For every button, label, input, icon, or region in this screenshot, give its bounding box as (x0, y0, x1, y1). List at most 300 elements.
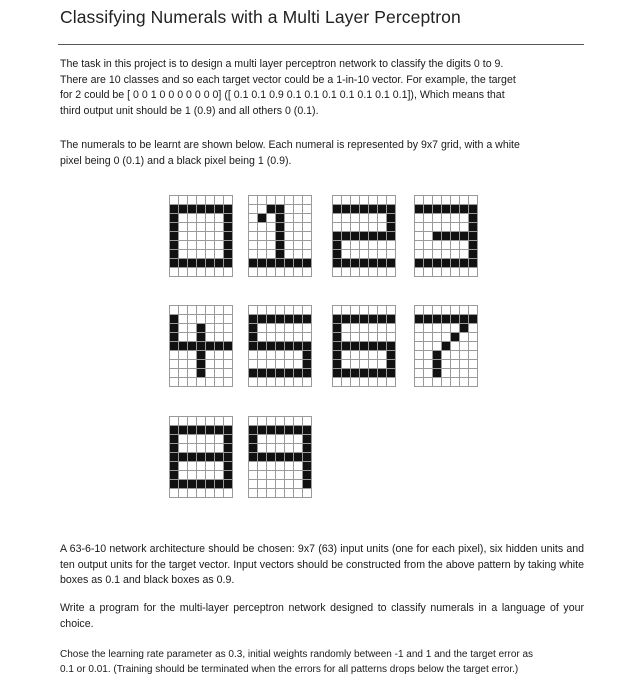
white-pixel (285, 241, 294, 250)
white-pixel (197, 378, 206, 387)
white-pixel (333, 214, 342, 223)
white-pixel (433, 333, 442, 342)
black-pixel (206, 453, 215, 462)
white-pixel (197, 417, 206, 426)
white-pixel (285, 214, 294, 223)
white-pixel (378, 324, 387, 333)
black-pixel (206, 259, 215, 268)
white-pixel (342, 360, 351, 369)
white-pixel (179, 333, 188, 342)
white-pixel (451, 250, 460, 259)
black-pixel (303, 435, 312, 444)
black-pixel (276, 342, 285, 351)
white-pixel (460, 214, 469, 223)
white-pixel (206, 369, 215, 378)
black-pixel (276, 214, 285, 223)
black-pixel (303, 315, 312, 324)
black-pixel (224, 205, 233, 214)
white-pixel (433, 214, 442, 223)
white-pixel (369, 360, 378, 369)
black-pixel (197, 259, 206, 268)
black-pixel (179, 205, 188, 214)
black-pixel (369, 342, 378, 351)
black-pixel (360, 315, 369, 324)
white-pixel (267, 306, 276, 315)
white-pixel (267, 324, 276, 333)
black-pixel (433, 360, 442, 369)
white-pixel (215, 268, 224, 277)
white-pixel (206, 214, 215, 223)
black-pixel (179, 480, 188, 489)
black-pixel (258, 453, 267, 462)
white-pixel (433, 241, 442, 250)
white-pixel (276, 480, 285, 489)
black-pixel (424, 205, 433, 214)
black-pixel (360, 205, 369, 214)
white-pixel (342, 306, 351, 315)
black-pixel (469, 259, 478, 268)
black-pixel (442, 259, 451, 268)
black-pixel (333, 232, 342, 241)
black-pixel (170, 462, 179, 471)
white-pixel (249, 268, 258, 277)
black-pixel (285, 426, 294, 435)
white-pixel (378, 360, 387, 369)
black-pixel (342, 259, 351, 268)
black-pixel (451, 259, 460, 268)
numeral-grid-7 (414, 305, 478, 387)
white-pixel (415, 232, 424, 241)
white-pixel (224, 315, 233, 324)
white-pixel (215, 214, 224, 223)
black-pixel (351, 315, 360, 324)
black-pixel (460, 205, 469, 214)
numerals-paragraph (60, 138, 584, 169)
black-pixel (333, 360, 342, 369)
black-pixel (267, 342, 276, 351)
white-pixel (215, 351, 224, 360)
numeral-grid-1 (248, 195, 312, 277)
intro-line: The task in this project is to design a multi layer perceptron network to classify the digits 0 to 9. (60, 58, 504, 70)
black-pixel (333, 369, 342, 378)
black-pixel (224, 480, 233, 489)
white-pixel (424, 241, 433, 250)
black-pixel (249, 426, 258, 435)
black-pixel (224, 462, 233, 471)
white-pixel (451, 369, 460, 378)
black-pixel (303, 369, 312, 378)
white-pixel (179, 462, 188, 471)
white-pixel (206, 315, 215, 324)
black-pixel (387, 360, 396, 369)
white-pixel (294, 324, 303, 333)
white-pixel (170, 378, 179, 387)
black-pixel (433, 351, 442, 360)
white-pixel (294, 333, 303, 342)
white-pixel (415, 268, 424, 277)
black-pixel (451, 315, 460, 324)
white-pixel (188, 369, 197, 378)
black-pixel (333, 205, 342, 214)
white-pixel (360, 250, 369, 259)
white-pixel (285, 324, 294, 333)
program-text: Write a program for the multi-layer perceptron network designed to classify numerals in a language of your choice. (60, 602, 584, 630)
white-pixel (424, 306, 433, 315)
white-pixel (267, 196, 276, 205)
black-pixel (258, 369, 267, 378)
white-pixel (179, 360, 188, 369)
black-pixel (469, 241, 478, 250)
white-pixel (285, 417, 294, 426)
white-pixel (342, 250, 351, 259)
white-pixel (276, 444, 285, 453)
white-pixel (258, 480, 267, 489)
black-pixel (258, 214, 267, 223)
black-pixel (294, 453, 303, 462)
white-pixel (267, 471, 276, 480)
black-pixel (303, 259, 312, 268)
black-pixel (387, 315, 396, 324)
white-pixel (224, 196, 233, 205)
white-pixel (294, 232, 303, 241)
white-pixel (369, 223, 378, 232)
white-pixel (170, 306, 179, 315)
white-pixel (188, 351, 197, 360)
white-pixel (179, 489, 188, 498)
white-pixel (249, 351, 258, 360)
white-pixel (215, 360, 224, 369)
white-pixel (460, 250, 469, 259)
white-pixel (285, 232, 294, 241)
white-pixel (224, 324, 233, 333)
white-pixel (267, 435, 276, 444)
white-pixel (206, 351, 215, 360)
white-pixel (369, 268, 378, 277)
white-pixel (285, 378, 294, 387)
white-pixel (415, 214, 424, 223)
white-pixel (179, 250, 188, 259)
black-pixel (249, 435, 258, 444)
black-pixel (369, 232, 378, 241)
white-pixel (206, 306, 215, 315)
white-pixel (442, 268, 451, 277)
intro-line: There are 10 classes and so each target vector could be a 1-in-10 vector. For example, the target (60, 73, 516, 86)
white-pixel (224, 351, 233, 360)
black-pixel (285, 259, 294, 268)
black-pixel (387, 232, 396, 241)
white-pixel (188, 306, 197, 315)
white-pixel (258, 250, 267, 259)
black-pixel (224, 232, 233, 241)
white-pixel (333, 378, 342, 387)
white-pixel (294, 471, 303, 480)
white-pixel (258, 417, 267, 426)
white-pixel (351, 333, 360, 342)
white-pixel (415, 369, 424, 378)
white-pixel (342, 324, 351, 333)
white-pixel (215, 333, 224, 342)
white-pixel (294, 223, 303, 232)
white-pixel (197, 435, 206, 444)
white-pixel (188, 241, 197, 250)
white-pixel (342, 268, 351, 277)
white-pixel (294, 435, 303, 444)
white-pixel (267, 250, 276, 259)
white-pixel (206, 435, 215, 444)
white-pixel (258, 360, 267, 369)
numerals-line: pixel being 0 (0.1) and a black pixel being 1 (0.9). (60, 154, 292, 167)
training-line: Chose the learning rate parameter as 0.3, initial weights randomly between -1 and 1 and the target error as (60, 649, 534, 660)
white-pixel (424, 351, 433, 360)
black-pixel (378, 369, 387, 378)
white-pixel (360, 241, 369, 250)
white-pixel (249, 462, 258, 471)
white-pixel (387, 241, 396, 250)
black-pixel (333, 351, 342, 360)
white-pixel (179, 417, 188, 426)
white-pixel (206, 417, 215, 426)
white-pixel (378, 378, 387, 387)
black-pixel (285, 342, 294, 351)
white-pixel (351, 223, 360, 232)
black-pixel (294, 259, 303, 268)
black-pixel (197, 205, 206, 214)
black-pixel (224, 426, 233, 435)
black-pixel (197, 360, 206, 369)
white-pixel (351, 324, 360, 333)
black-pixel (451, 232, 460, 241)
white-pixel (433, 223, 442, 232)
white-pixel (424, 324, 433, 333)
white-pixel (433, 342, 442, 351)
white-pixel (267, 360, 276, 369)
white-pixel (424, 223, 433, 232)
white-pixel (276, 462, 285, 471)
white-pixel (369, 250, 378, 259)
white-pixel (360, 360, 369, 369)
white-pixel (303, 205, 312, 214)
black-pixel (179, 453, 188, 462)
white-pixel (285, 306, 294, 315)
white-pixel (258, 489, 267, 498)
white-pixel (469, 360, 478, 369)
black-pixel (170, 435, 179, 444)
white-pixel (258, 471, 267, 480)
black-pixel (424, 259, 433, 268)
white-pixel (249, 378, 258, 387)
black-pixel (369, 315, 378, 324)
black-pixel (342, 232, 351, 241)
white-pixel (469, 324, 478, 333)
black-pixel (224, 214, 233, 223)
white-pixel (351, 306, 360, 315)
white-pixel (276, 489, 285, 498)
white-pixel (369, 378, 378, 387)
white-pixel (469, 306, 478, 315)
black-pixel (303, 360, 312, 369)
white-pixel (369, 333, 378, 342)
white-pixel (215, 435, 224, 444)
white-pixel (303, 306, 312, 315)
white-pixel (249, 196, 258, 205)
white-pixel (206, 489, 215, 498)
white-pixel (276, 306, 285, 315)
black-pixel (276, 453, 285, 462)
black-pixel (387, 342, 396, 351)
white-pixel (188, 435, 197, 444)
black-pixel (170, 471, 179, 480)
white-pixel (179, 378, 188, 387)
white-pixel (197, 223, 206, 232)
white-pixel (342, 241, 351, 250)
white-pixel (188, 378, 197, 387)
numeral-grid-5 (248, 305, 312, 387)
black-pixel (215, 426, 224, 435)
white-pixel (258, 196, 267, 205)
black-pixel (342, 315, 351, 324)
white-pixel (442, 360, 451, 369)
white-pixel (258, 205, 267, 214)
white-pixel (442, 351, 451, 360)
white-pixel (369, 214, 378, 223)
white-pixel (294, 196, 303, 205)
black-pixel (170, 480, 179, 489)
black-pixel (215, 205, 224, 214)
white-pixel (387, 378, 396, 387)
black-pixel (378, 232, 387, 241)
black-pixel (442, 342, 451, 351)
white-pixel (369, 324, 378, 333)
white-pixel (294, 360, 303, 369)
black-pixel (188, 453, 197, 462)
black-pixel (294, 315, 303, 324)
white-pixel (285, 489, 294, 498)
black-pixel (433, 232, 442, 241)
white-pixel (342, 214, 351, 223)
white-pixel (170, 369, 179, 378)
numerals-line: The numerals to be learnt are shown below. Each numeral is represented by 9x7 grid, with a white (60, 139, 520, 151)
white-pixel (276, 435, 285, 444)
white-pixel (224, 489, 233, 498)
black-pixel (188, 205, 197, 214)
white-pixel (188, 250, 197, 259)
white-pixel (415, 378, 424, 387)
white-pixel (424, 214, 433, 223)
white-pixel (294, 489, 303, 498)
white-pixel (215, 250, 224, 259)
white-pixel (276, 417, 285, 426)
black-pixel (469, 250, 478, 259)
training-line: 0.1 or 0.01. (Training should be terminated when the errors for all patterns drops below the target error.) (60, 664, 519, 675)
white-pixel (224, 268, 233, 277)
white-pixel (460, 196, 469, 205)
white-pixel (285, 360, 294, 369)
white-pixel (387, 333, 396, 342)
black-pixel (206, 205, 215, 214)
white-pixel (294, 480, 303, 489)
white-pixel (360, 324, 369, 333)
black-pixel (206, 426, 215, 435)
white-pixel (197, 250, 206, 259)
white-pixel (170, 268, 179, 277)
white-pixel (378, 223, 387, 232)
white-pixel (469, 268, 478, 277)
white-pixel (303, 417, 312, 426)
numeral-grid-0 (169, 195, 233, 277)
white-pixel (303, 223, 312, 232)
numeral-grid-2 (332, 195, 396, 277)
black-pixel (369, 205, 378, 214)
white-pixel (170, 351, 179, 360)
white-pixel (179, 444, 188, 453)
white-pixel (351, 268, 360, 277)
white-pixel (267, 378, 276, 387)
black-pixel (215, 342, 224, 351)
black-pixel (267, 369, 276, 378)
black-pixel (333, 333, 342, 342)
black-pixel (197, 351, 206, 360)
white-pixel (469, 369, 478, 378)
black-pixel (249, 333, 258, 342)
white-pixel (469, 333, 478, 342)
black-pixel (276, 241, 285, 250)
black-pixel (206, 480, 215, 489)
black-pixel (460, 324, 469, 333)
white-pixel (424, 250, 433, 259)
white-pixel (451, 306, 460, 315)
black-pixel (351, 205, 360, 214)
white-pixel (415, 360, 424, 369)
white-pixel (351, 351, 360, 360)
white-pixel (294, 462, 303, 471)
black-pixel (276, 232, 285, 241)
black-pixel (415, 315, 424, 324)
black-pixel (451, 333, 460, 342)
white-pixel (285, 250, 294, 259)
black-pixel (378, 342, 387, 351)
program-paragraph (60, 601, 584, 632)
white-pixel (387, 324, 396, 333)
white-pixel (369, 306, 378, 315)
white-pixel (415, 324, 424, 333)
black-pixel (258, 259, 267, 268)
black-pixel (249, 444, 258, 453)
black-pixel (333, 259, 342, 268)
white-pixel (258, 268, 267, 277)
white-pixel (387, 268, 396, 277)
black-pixel (170, 315, 179, 324)
white-pixel (303, 378, 312, 387)
white-pixel (267, 223, 276, 232)
black-pixel (170, 453, 179, 462)
black-pixel (303, 426, 312, 435)
black-pixel (387, 205, 396, 214)
white-pixel (442, 378, 451, 387)
white-pixel (249, 489, 258, 498)
white-pixel (360, 351, 369, 360)
white-pixel (197, 196, 206, 205)
white-pixel (206, 444, 215, 453)
white-pixel (188, 333, 197, 342)
black-pixel (303, 480, 312, 489)
black-pixel (197, 342, 206, 351)
black-pixel (170, 205, 179, 214)
white-pixel (179, 214, 188, 223)
white-pixel (469, 351, 478, 360)
black-pixel (224, 435, 233, 444)
white-pixel (188, 196, 197, 205)
black-pixel (197, 453, 206, 462)
